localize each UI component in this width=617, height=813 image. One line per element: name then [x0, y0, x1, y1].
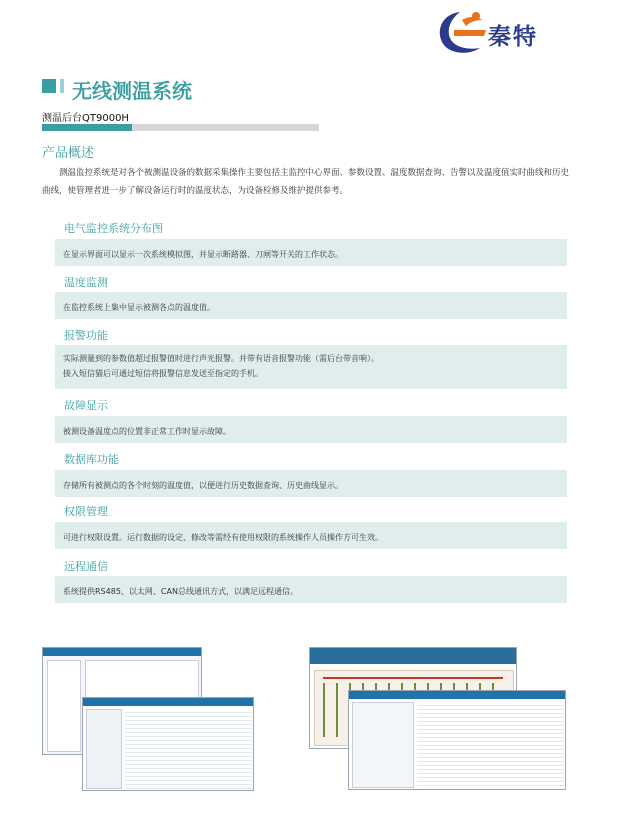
- software-screenshot-alarm: [348, 690, 566, 790]
- feature-title: 电气监控系统分布图: [64, 222, 163, 235]
- title-marker-light: [60, 79, 64, 93]
- feature-title: 故障显示: [64, 399, 108, 412]
- tree-panel: [352, 702, 414, 788]
- feature-line: 在显示界面可以显示一次系统模拟图，并显示断路器、刀闸等开关的工作状态。: [63, 250, 343, 259]
- feature-line: 存储所有被测点的各个时刻的温度值，以便进行历史数据查询、历史曲线显示。: [63, 481, 343, 490]
- feature-title: 权限管理: [64, 505, 108, 518]
- window-titlebar: [43, 648, 201, 656]
- feature-line: 被测设备温度点的位置非正常工作时显示故障。: [63, 427, 231, 436]
- brand-mark-icon: [432, 8, 492, 60]
- tree-panel: [47, 660, 81, 752]
- overview-text: 测温监控系统是对各个被测温设备的数据采集操作主要包括主监控中心界面、参数设置、温度数据查询、告警以及温度值实时曲线和历史曲线，使管理者进一步了解设备运行时的温度状态，为设备检修及维护提供参考。: [42, 168, 570, 196]
- feature-line: 实际测量到的参数值超过报警值时进行声光报警。并带有语音报警功能（需后台带音响）。: [63, 354, 379, 363]
- feature-box: [55, 470, 567, 497]
- software-screenshot-table: [82, 697, 254, 791]
- feature-box: [55, 239, 567, 266]
- title-marker: [42, 79, 56, 93]
- feature-line: 系统提供RS485、以太网、CAN总线通讯方式，以满足远程通信。: [63, 587, 298, 596]
- data-table: [125, 709, 252, 789]
- brand-name: 秦特: [488, 24, 538, 50]
- window-titlebar: [83, 698, 253, 706]
- window-titlebar: [349, 691, 565, 699]
- overview-heading: 产品概述: [42, 146, 95, 161]
- feature-title: 温度监测: [64, 276, 108, 289]
- feature-title: 数据库功能: [64, 453, 119, 466]
- feature-title: 远程通信: [64, 560, 108, 573]
- feature-line: 在监控系统上集中显示被测各点的温度值。: [63, 303, 215, 312]
- feature-line: 可进行权限设置。运行数据的设定、修改等需经有使用权限的系统操作人员操作方可生效。: [63, 533, 383, 542]
- alarm-table: [417, 702, 564, 788]
- window-toolbar: [310, 648, 516, 664]
- feature-title: 报警功能: [64, 329, 108, 342]
- brand-logo: [432, 8, 592, 60]
- feature-box: [55, 292, 567, 319]
- feature-box: [55, 576, 567, 603]
- feature-line: 接入短信猫后可通过短信将报警信息发送至指定的手机。: [63, 369, 263, 378]
- feature-box: [55, 522, 567, 549]
- feature-box: [55, 345, 567, 389]
- tree-panel: [86, 709, 122, 789]
- page-title: 无线测温系统: [72, 79, 192, 103]
- model-underline-accent: [42, 124, 132, 131]
- feature-box: [55, 416, 567, 443]
- product-model: 测温后台QT9000H: [42, 113, 129, 124]
